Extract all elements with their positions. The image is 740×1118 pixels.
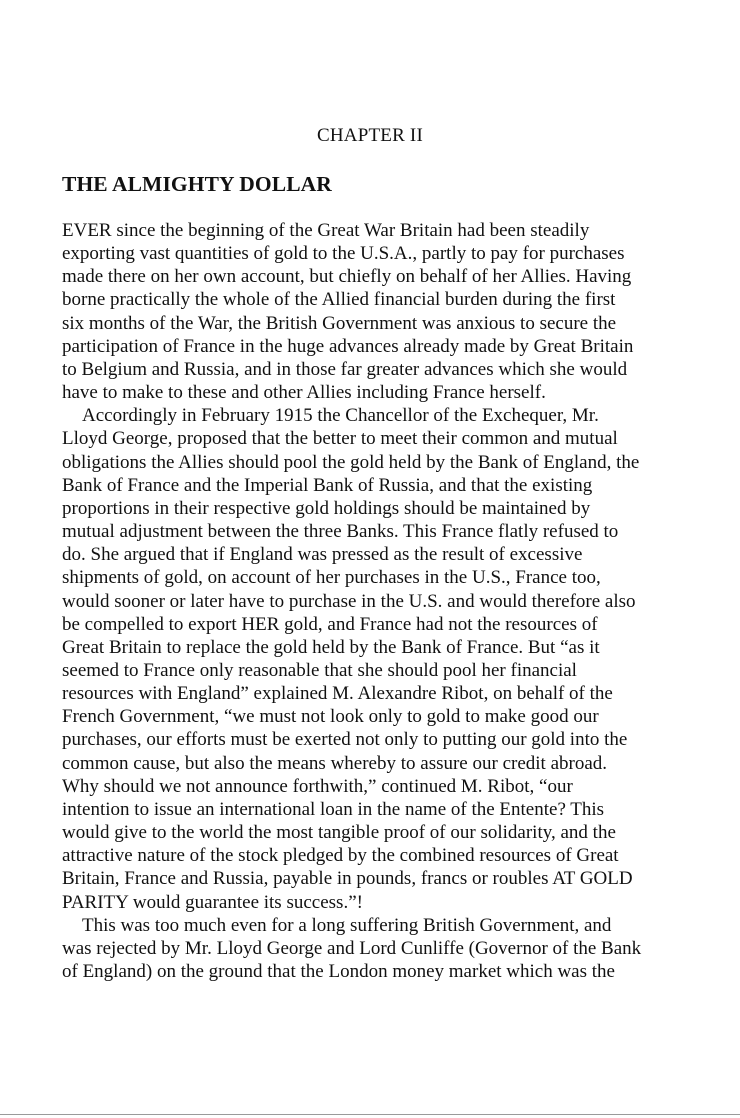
paragraph-first-line: Accordingly in February 1915 the Chancellor of the Exchequer, Mr. [82, 405, 599, 427]
text-line: would sooner or later have to purchase in the U.S. and would therefore also [62, 590, 636, 612]
text-line: made there on her own account, but chiefly on behalf of her Allies. Having [62, 266, 632, 288]
text-line: proportions in their respective gold holdings should be maintained by [62, 497, 591, 519]
text-line: shipments of gold, on account of her purchases in the U.S., France too, [62, 567, 601, 589]
page-bottom-divider [0, 1114, 740, 1115]
chapter-number: CHAPTER II [317, 125, 423, 146]
text-line: six months of the War, the British Government was anxious to secure the [62, 312, 617, 334]
text-line: borne practically the whole of the Allied financial burden during the first [62, 289, 616, 311]
text-line: Great Britain to replace the gold held by the Bank of France. But “as it [62, 636, 600, 658]
text-line: EVER since the beginning of the Great War Britain had been steadily [62, 220, 590, 241]
text-line: purchases, our efforts must be exerted not only to putting our gold into the [62, 729, 628, 751]
text-line: Why should we not announce forthwith,” continued M. Ribot, “our [62, 775, 573, 797]
text-line: would give to the world the most tangible proof of our solidarity, and the [62, 822, 616, 844]
text-line: exporting vast quantities of gold to the U.S.A., partly to pay for purchases [62, 243, 625, 265]
text-line: resources with England” explained M. Alexandre Ribot, on behalf of the [62, 683, 613, 705]
text-line: participation of France in the huge advances already made by Great Britain [62, 335, 634, 357]
text-line: PARITY would guarantee its success.”! [62, 891, 363, 913]
text-line: common cause, but also the means whereby to assure our credit abroad. [62, 752, 608, 774]
text-line: French Government, “we must not look only to gold to make good our [62, 706, 599, 728]
text-line: of England) on the ground that the London money market which was the [62, 961, 615, 982]
text-line: Lloyd George, proposed that the better to meet their common and mutual [62, 428, 618, 450]
text-line: do. She argued that if England was pressed as the result of excessive [62, 544, 583, 566]
text-line: seemed to France only reasonable that she should pool her financial [62, 659, 577, 681]
text-line: attractive nature of the stock pledged by the combined resources of Great [62, 845, 619, 867]
text-line: intention to issue an international loan in the name of the Entente? This [62, 798, 605, 820]
text-line: obligations the Allies should pool the gold held by the Bank of England, the [62, 451, 640, 473]
text-line: have to make to these and other Allies including France herself. [62, 382, 546, 404]
text-line: be compelled to export HER gold, and France had not the resources of [62, 613, 598, 635]
text-line: Bank of France and the Imperial Bank of Russia, and that the existing [62, 474, 593, 496]
chapter-title: THE ALMIGHTY DOLLAR [62, 172, 332, 196]
text-line: mutual adjustment between the three Banks. This France flatly refused to [62, 521, 619, 543]
text-line: to Belgium and Russia, and in those far greater advances which she would [62, 358, 628, 380]
paragraph-first-line: This was too much even for a long suffering British Government, and [82, 914, 612, 936]
text-line: Britain, France and Russia, payable in pounds, francs or roubles AT GOLD [62, 868, 633, 890]
body-text [62, 219, 702, 983]
text-line: was rejected by Mr. Lloyd George and Lord Cunliffe (Governor of the Bank [62, 937, 642, 959]
